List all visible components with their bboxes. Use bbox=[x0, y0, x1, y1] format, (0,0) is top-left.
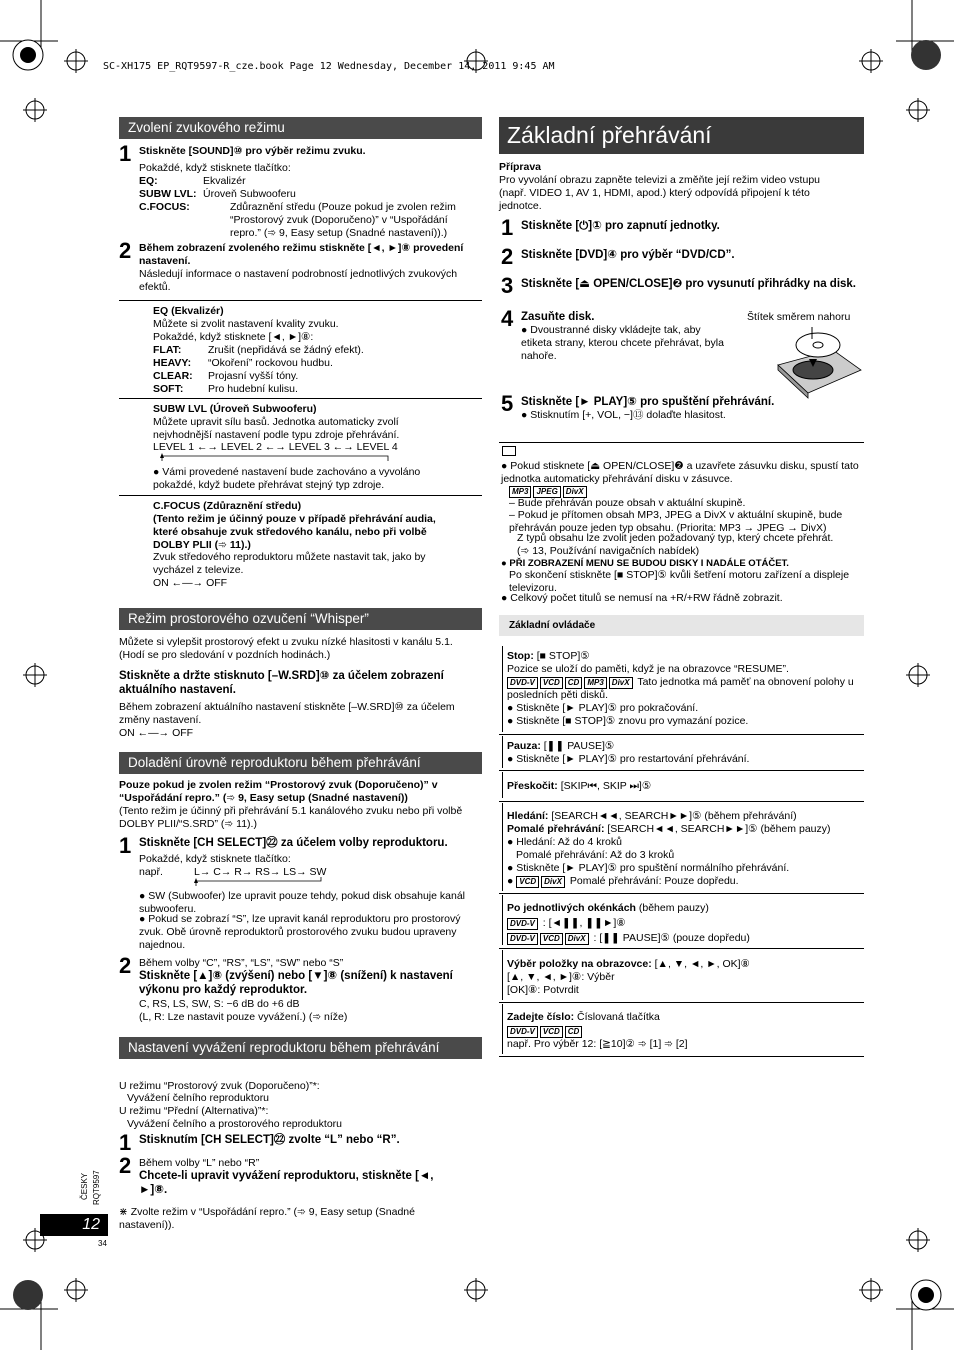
step-pre: Během volby “C”, “RS”, “LS”, “SW” nebo “S” bbox=[139, 957, 344, 969]
speaker-bold: Pouze pokud je zvolen režim “Prostorový zvuk (Doporučeno)” v “Uspořádání repro.” (➾ 9, Easy setup (Snadné nastavení)) bbox=[119, 779, 438, 804]
divider bbox=[499, 893, 864, 894]
whisper-onoff: ON ←—→ OFF bbox=[119, 727, 194, 739]
def-row: EQ: Ekvalizér bbox=[139, 175, 246, 187]
media-tag: CD bbox=[565, 677, 583, 689]
speaker-chain: L→ C→ R→ RS→ LS→ SW bbox=[194, 866, 327, 878]
step-number: 2 bbox=[501, 244, 514, 269]
whisper-bold: Stiskněte a držte stisknuto [–W.SRD]⑩ za účelem zobrazení aktuálního nastavení. bbox=[119, 670, 444, 696]
speaker-text: (Tento režim je účinný při přehrávání 5.1 kanálového zvuku nebo při volbě DOLBY PLII/“S.SRD” (➾ 11).) bbox=[119, 805, 463, 830]
cfocus-title: C.FOCUS (Zdůraznění středu) bbox=[153, 500, 302, 512]
divider bbox=[119, 398, 482, 399]
def-row: C.FOCUS: Zdůraznění středu (Pouze pokud je zvolen režim “Prostorový zvuk (Doporučeno)” v “Uspořádání repro.” (➾ 9, Easy setup (Snadné nastavení)).) bbox=[139, 201, 456, 239]
whisper-text: Můžete si vylepšit prostorový efekt u zvuku nízké hlasitosti v kanálu 5.1. (Hodí se pro sledování v pozdních hodinách.) bbox=[119, 636, 453, 661]
step-text: Stiskněte [DVD]④ pro výběr “DVD/CD”. bbox=[521, 249, 735, 261]
note-text: (➾ 13, Používání navigačních nabídek) bbox=[517, 545, 700, 557]
balance-line: U režimu “Přední (Alternativa)”*: bbox=[119, 1105, 269, 1117]
media-tag: DVD-V bbox=[507, 677, 538, 689]
media-tag: DivX bbox=[609, 677, 633, 689]
cfocus-text: Zvuk středového reproduktoru můžete nastavit tak, jako by vycházel z televize. bbox=[153, 551, 426, 576]
page-number: 12 bbox=[40, 1214, 108, 1236]
def-row: SOFT: Pro hudební kulisu. bbox=[153, 383, 298, 395]
divider bbox=[499, 442, 864, 443]
speaker-note: ● SW (Subwoofer) lze upravit pouze tehdy, pokud disk obsahuje kanál subwooferu. bbox=[139, 890, 465, 915]
eq-title: EQ (Ekvalizér) bbox=[153, 305, 224, 317]
section-title-speaker-level: Doladění úrovně reproduktoru během přehrávání bbox=[119, 752, 482, 774]
op-frame: Po jednotlivých okénkách (během pauzy) DVD-V : [◄❚❚, ❚❚►]⑧ DVD-V VCD DivX : [❚❚ PAUSE]⑤ (pouze dopředu) bbox=[502, 895, 862, 945]
op-stop: Stop: [■ STOP]⑤ Pozice se uloží do paměti, když je na obrazovce “RESUME”. DVD-V VCD CD MP3 DivX Tato jednotka má paměť na obnovení polohy u posledních pěti disků. ● Stiskněte [► PLAY]⑤ pro pokračování. ● Stiskněte [■ STOP]⑤ znovu pro vymazání pozice. bbox=[502, 646, 862, 732]
step-number: 3 bbox=[501, 273, 514, 298]
media-tag: VCD bbox=[540, 933, 563, 945]
step-text: Stiskněte [⏻]① pro zapnutí jednotky. bbox=[521, 220, 720, 232]
balance-line: U režimu “Prostorový zvuk (Doporučeno)”*: bbox=[119, 1080, 320, 1092]
def-row: CLEAR: Projasní vyšší tóny. bbox=[153, 370, 299, 382]
op-search: Hledání: [SEARCH◄◄, SEARCH►►]⑤ (během přehrávání) Pomalé přehrávání: [SEARCH◄◄, SEARCH►►]⑤ (během pauzy) ● Hledání: Až do 4 kroků Pomalé přehrávání: Až do 3 kroků ● Stiskněte [► PLAY]⑤ pro spuštění normálního přehrávání. ● VCD DivX Pomalé přehrávání: Pouze dopředu. bbox=[502, 803, 862, 891]
note-text: – Bude přehráván pouze obsah v aktuální skupině. bbox=[509, 497, 746, 509]
section-title-sound-mode: Zvolení zvukového režimu bbox=[119, 117, 482, 139]
sub-page-number: 34 bbox=[98, 1239, 107, 1248]
balance-line: Vyvážení čelního reproduktoru bbox=[127, 1092, 270, 1104]
note-text: – Pokud je přítomen obsah MP3, JPEG a DivX v aktuální skupině, bude přehráván pouze jeden typ obsahu. (Priorita: MP3 → JPEG → DivX) bbox=[509, 509, 843, 534]
prep-label: Příprava bbox=[499, 161, 542, 173]
intro-text: Pokaždé, když stisknete tlačítko: bbox=[139, 853, 291, 865]
divider bbox=[119, 495, 482, 496]
def-row: SUBW LVL: Úroveň Subwooferu bbox=[139, 188, 296, 200]
note-text: Z typů obsahu lze zvolit jeden požadovaný typ, který chcete přehrát. bbox=[517, 532, 834, 544]
step-text: Stisknutím [CH SELECT]㉒ zvolte “L” nebo “R”. bbox=[139, 1134, 400, 1146]
media-tag: DVD-V bbox=[507, 933, 538, 945]
divider bbox=[499, 801, 864, 802]
media-tag: DVD-V bbox=[507, 918, 538, 930]
step-pre: Během volby “L” nebo “R” bbox=[139, 1157, 260, 1169]
def-row: FLAT: Zrušit (nepřidává se žádný efekt). bbox=[153, 344, 364, 356]
step-text: Chcete-li upravit vyvážení reproduktoru, stiskněte [◄, ►]⑧. bbox=[139, 1170, 434, 1196]
divider bbox=[499, 734, 864, 735]
subw-text: Můžete upravit sílu basů. Jednotka automaticky zvolí nejvhodnější nastavení podle typu zdroje přehrávání. bbox=[153, 416, 400, 441]
op-pause: Pauza: [❚❚ PAUSE]⑤ ● Stiskněte [► PLAY]⑤ pro restartování přehrávání. bbox=[502, 736, 862, 768]
whisper-text: Během zobrazení aktuálního nastavení stiskněte [–W.SRD]⑩ za účelem změny nastavení. bbox=[119, 701, 455, 726]
media-tag: VCD bbox=[540, 677, 563, 689]
cfocus-onoff: ON ←—→ OFF bbox=[153, 577, 228, 589]
op-select: Výběr položky na obrazovce: [▲, ▼, ◄, ►, OK]⑧ [▲, ▼, ◄, ►]⑧: Výběr [OK]⑧: Potvrdit bbox=[502, 950, 862, 1000]
eg-label: např. bbox=[139, 866, 163, 878]
step-number: 1 bbox=[119, 141, 132, 166]
subw-note: ● Vámi provedené nastavení bude zachováno a vyvoláno pokaždé, když budete přehrávat stejný typ zdroje. bbox=[153, 466, 421, 491]
divider bbox=[119, 300, 482, 301]
op-number: Zadejte číslo: Číslovaná tlačítka DVD-V VCD CD např. Pro výběr 12: [≧10]② ➾ [1] ➾ [2] bbox=[502, 1004, 862, 1054]
note-text: ● Celkový počet titulů se nemusí na +R/+RW řádně zobrazit. bbox=[501, 592, 783, 604]
subw-title: SUBW LVL (Úroveň Subwooferu) bbox=[153, 403, 317, 415]
step-number: 1 bbox=[501, 215, 514, 240]
side-lang: ČESKY bbox=[80, 1172, 89, 1200]
step-number: 2 bbox=[119, 953, 132, 978]
range-text: (L, R: Lze nastavit pouze vyvážení.) (➾ níže) bbox=[139, 1011, 348, 1023]
step-number: 1 bbox=[119, 833, 132, 858]
step-number: 5 bbox=[501, 391, 514, 416]
section-title-balance: Nastavení vyvážení reproduktoru během přehrávání bbox=[119, 1037, 482, 1059]
divider bbox=[499, 770, 864, 771]
media-tag: CD bbox=[565, 1026, 583, 1038]
step-text: Stiskněte [⏏ OPEN/CLOSE]❷ pro vysunutí přihrádky na disk. bbox=[521, 278, 857, 290]
disc-label: Štítek směrem nahoru bbox=[747, 311, 851, 323]
cfocus-bold: (Tento režim je účinný pouze v případě přehrávání audia, které obsahuje zvuk středového kanálu, nebo při volbě DOLBY PLII (➾ 11).) bbox=[153, 513, 436, 551]
speaker-note: ● Pokud se zobrazí “S”, lze upravit kanál reproduktoru pro prostorový zvuk. Obě úrovně reproduktorů prostorového zvuku budou upraveny najednou. bbox=[139, 913, 461, 951]
step-number: 1 bbox=[119, 1130, 132, 1155]
eq-line: Můžete si zvolit nastavení kvality zvuku. bbox=[153, 318, 339, 330]
step-text: Stiskněte [▲]⑧ (zvýšení) nebo [▼]⑧ (snížení) k nastavení výkonu pro každý reproduktor. bbox=[139, 970, 453, 996]
op-skip: Přeskočit: [SKIP⏮, SKIP ⏭]⑤ bbox=[502, 772, 862, 798]
eq-list bbox=[153, 344, 473, 396]
step-text: Stiskněte [SOUND]⑩ pro výběr režimu zvuku. bbox=[139, 145, 366, 157]
media-tag: MP3 bbox=[584, 677, 606, 689]
media-tag: DivX bbox=[541, 876, 565, 888]
note-text: ● PŘI ZOBRAZENÍ MENU SE BUDOU DISKY I NADÁLE OTÁČET. bbox=[501, 558, 789, 569]
media-tag: VCD bbox=[516, 876, 539, 888]
media-tag: DivX bbox=[565, 933, 589, 945]
sound-mode-list bbox=[139, 175, 479, 240]
step-text: Stiskněte [► PLAY]⑤ pro spuštění přehrávání. bbox=[521, 396, 775, 408]
step-number: 2 bbox=[119, 1153, 132, 1178]
step-text: Stiskněte [CH SELECT]㉒ za účelem volby reproduktoru. bbox=[139, 837, 448, 849]
media-tag: DVD-V bbox=[507, 1026, 538, 1038]
range-text: C, RS, LS, SW, S: −6 dB do +6 dB bbox=[139, 998, 300, 1010]
def-row: HEAVY: “Okoření” rockovou hudbu. bbox=[153, 357, 333, 369]
media-tag: JPEG bbox=[533, 486, 560, 498]
note-text: ● Pokud stisknete [⏏ OPEN/CLOSE]❷ a uzavřete zásuvku disku, spustí tato jednotka automaticky přehrávání disku v zásuvce. bbox=[501, 460, 859, 485]
media-tag: DivX bbox=[563, 486, 587, 498]
divider bbox=[499, 1056, 864, 1057]
print-header: SC-XH175 EP_RQT9597-R_cze.book Page 12 Wednesday, December 14, 2011 9:45 AM bbox=[103, 61, 555, 72]
step-text: Během zobrazení zvoleného režimu stiskněte [◄, ►]⑧ provedení nastavení. bbox=[139, 242, 464, 267]
prep-text: Pro vyvolání obrazu zapněte televizi a změňte její režim video vstupu (např. VIDEO 1, AV 1, HDMI, apod.) který odpovídá připojení k této jednotce. bbox=[499, 174, 820, 212]
ops-title: Základní ovládače bbox=[499, 615, 864, 636]
loop-arrow bbox=[194, 877, 329, 887]
media-tag: VCD bbox=[540, 1026, 563, 1038]
step-text: Zasuňte disk. bbox=[521, 311, 595, 323]
page-title: Základní přehrávání bbox=[499, 117, 864, 154]
side-code: RQT9597 bbox=[92, 1170, 101, 1205]
step-number: 4 bbox=[501, 306, 514, 331]
footnote: ⋇ Zvolte režim v “Uspořádání repro.” (➾ 9, Easy setup (Snadné nastavení)). bbox=[119, 1206, 415, 1231]
step-number: 2 bbox=[119, 238, 132, 263]
balance-line: Vyvážení čelního a prostorového reproduktoru bbox=[127, 1118, 342, 1130]
step-note: ● Dvoustranné disky vkládejte tak, aby etiketa strany, kterou chcete přehrávat, byla nahoře. bbox=[521, 324, 724, 362]
media-tag: MP3 bbox=[509, 486, 531, 498]
step-note: ● Stisknutím [+, VOL, −]⑬ dolaďte hlasitost. bbox=[521, 409, 726, 421]
divider bbox=[499, 948, 864, 949]
note-text: Po skončení stiskněte [■ STOP]⑤ kvůli šetření motoru zařízení a displeje televizoru. bbox=[509, 569, 850, 594]
intro-text: Pokaždé, když stisknete tlačítko: bbox=[139, 162, 291, 174]
note-icon bbox=[502, 446, 516, 456]
subw-levels: LEVEL 1 ←→ LEVEL 2 ←→ LEVEL 3 ←→ LEVEL 4 bbox=[153, 441, 398, 453]
loop-arrow bbox=[160, 452, 400, 462]
divider bbox=[499, 1002, 864, 1003]
section-title-whisper: Režim prostorového ozvučení “Whisper” bbox=[119, 608, 482, 630]
disc-insert-illustration bbox=[773, 325, 863, 400]
eq-line: Pokaždé, když stisknete [◄, ►]⑧: bbox=[153, 331, 314, 343]
step-subtext: Následují informace o nastavení podrobností jednotlivých zvukových efektů. bbox=[139, 268, 458, 293]
